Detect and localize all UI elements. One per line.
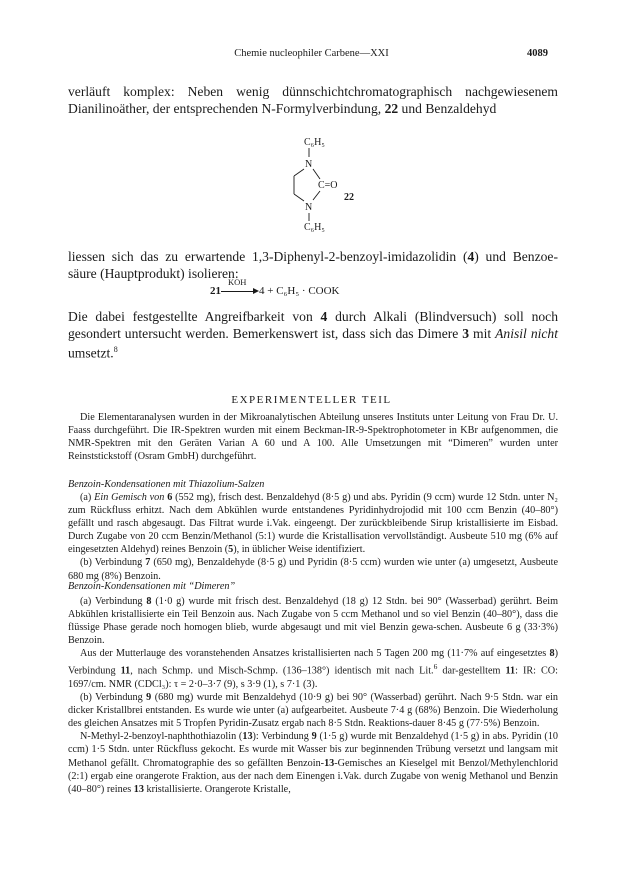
paragraph-isolation xyxy=(68,249,558,282)
thiazolium-b-text: (b) Verbindung xyxy=(80,557,146,569)
compound-ref-11: 11 xyxy=(120,665,131,677)
bond-ring-3 xyxy=(294,194,304,201)
dimeren-a4: ) Verbindung xyxy=(68,648,558,677)
compound-ref-3: 3 xyxy=(462,325,470,341)
page-number: 4089 xyxy=(527,48,548,59)
dimeren-c1: N-Methyl-2-benzoyl-naphthothiazolin ( xyxy=(80,731,243,743)
p3-text-c: mit xyxy=(469,325,496,341)
structure-n-top: N xyxy=(305,159,313,170)
compound-ref-9b: 9 xyxy=(311,731,317,743)
equation-left: 21 xyxy=(210,285,221,297)
thiazolium-a-italic: Ein Gemisch von xyxy=(94,492,168,503)
structure-bottom-phenyl: C₆H₅ xyxy=(304,222,325,232)
dimeren-c5: kristallisierte. Orangerote Kristalle, xyxy=(143,783,291,795)
dimeren-b xyxy=(68,691,558,730)
dimeren-b2: (680 mg) wurde mit Benzaldehyd (10·9 g) bei 90° (Wasserbad) gerührt. Nach 9·5 Stdn. war ein dicker Kristallbrei entstanden. Es wurde wie unter (a) aufgearbeitet. Ausbeute 7·4 g (68%) Benzoin. Die Wiederholung des gleichen Ansatzes mit 5 Tropfen Pyridin-Zusatz ergab nach 8·5 Stdn. Reaktions-dauer 8·45 g (77·5%) Benzoin. xyxy=(68,692,558,730)
intro-paragraph xyxy=(68,84,558,117)
dimeren-a3: Aus der Mutterlauge des voranstehenden Ansatzes kristallisierten nach 5 Tagen 200 mg (11·7% auf eingesetztes xyxy=(80,648,550,660)
dimeren-c3: (1·5 g) wurde mit Benzaldehyd (1·5 g) in abs. Pyridin (10 ccm) 1·5 Stdn. unter Rückfluss gekocht. Es wurde mit Wasser bis zur beginnenden Trübung versetzt und langsam mit Methanol gefällt. Chromatographie des so gefällten Benzoin- xyxy=(68,731,559,769)
dimeren-a xyxy=(68,595,558,647)
compound-ref-22: 22 xyxy=(384,100,399,116)
thiazolium-a-label: (a) xyxy=(80,492,95,503)
equation-right: 4 + C₆H₅ · COOK xyxy=(259,285,340,297)
compound-ref-5: 5 xyxy=(228,544,234,556)
compound-ref-13: 13 xyxy=(242,731,253,743)
thiazolium-a-text2: ), in üblicher Weise identifiziert. xyxy=(233,544,366,556)
p3-text-a: Die dabei festgestellte Angreifbarkeit von xyxy=(68,309,321,324)
bond-ring-5 xyxy=(313,191,320,200)
dimeren-c4: -Gemisches an Kieselgel mit Benzol/Methylenchlorid (2:1) ergab eine orangerote Fraktion, aus der nach dem Einengen i.Vak. durch Zugabe von wenig Methanol und Benzin (40–80°) reines xyxy=(68,757,558,795)
thiazolium-b-text2: (650 mg), Benzaldehyde (8·5 g) und Pyridin (8·5 ccm) wurden wie unter (a) umgesetzt, Ausbeute 680 mg (8%) Benzoin. xyxy=(68,557,558,582)
thiazolium-a xyxy=(68,491,558,556)
compound-ref-9: 9 xyxy=(146,692,152,704)
dimeren-heading: Benzoin-Kondensationen mit “Dimeren” xyxy=(68,581,236,592)
intro-text: verläuft komplex: Neben wenig dünnschichtchromatographisch nachgewiesenem Dianilinoäther, der entsprechenden N-Formylverbindung, xyxy=(68,84,558,116)
thiazolium-heading: Benzoin-Kondensationen mit Thiazolium-Salzen xyxy=(68,479,265,490)
dimeren-mother-liquor xyxy=(68,647,558,691)
p3-text-b: durch Alkali (Blindversuch) soll noch gesondert untersucht werden. Bemerkenswert ist, dass sich das Dimere xyxy=(68,309,558,341)
compound-ref-13b: 13 xyxy=(324,757,335,769)
reaction-arrow xyxy=(221,276,259,297)
experimental-intro xyxy=(68,411,558,463)
dimeren-c2: ): Verbindung xyxy=(252,731,312,743)
footnote-8: 8 xyxy=(113,345,118,355)
dimeren-section xyxy=(68,595,558,796)
dimeren-a5: , nach Schmp. und Misch-Schmp. (136–138°) identisch mit nach Lit. xyxy=(130,665,434,677)
paragraph-alkali xyxy=(68,309,558,362)
compound-ref-11b: 11 xyxy=(505,665,516,677)
equation-reagent: KOH xyxy=(228,276,247,287)
naphthothiazolin-paragraph xyxy=(68,730,558,795)
thiazolium-b xyxy=(68,556,558,582)
dimeren-b1: (b) Verbindung xyxy=(80,692,147,704)
structure-label: 22 xyxy=(344,192,354,203)
dimeren-a7: : IR: CO: 1697/cm. NMR (CDCl₃): τ = 2·0–3·7 (9), s 3·9 (1), s 7·1 (3). xyxy=(68,665,558,690)
thiazolium-a-text: (552 mg), frisch dest. Benzaldehyd (8·5 g) und abs. Pyridin (9 ccm) wurde 12 Stdn. unter N₂ zum Rückfluss erhitzt. Nach dem Abkühlen wurde entstandenes Pyridinhydrojodid mit 100 ccm Benzin (40–80°) gefällt und rasch abgesaugt. Das Filtrat wurde i.Vak. eingeengt. Der zurückbleibende Sirup kristallisierte im Eisbad. Durch Zugabe von 20 ccm Benzin/Methanol (5:1) wurde die Kristallisation vervollständigt. Ausbeute 510 mg (6% auf eingesetzten Aldehyd) reines Benzoin ( xyxy=(68,492,558,556)
p3-text-d: umsetzt. xyxy=(68,345,114,361)
structure-top-phenyl: C₆H₅ xyxy=(304,137,325,148)
dimeren-a6: dar-gestelltem xyxy=(437,665,506,677)
compound-ref-13c: 13 xyxy=(133,783,144,795)
compound-ref-8: 8 xyxy=(146,596,152,607)
intro-text-end: und Benzaldehyd xyxy=(398,100,497,116)
bond-ring-4 xyxy=(313,169,320,179)
footnote-6: 6 xyxy=(433,662,438,672)
compound-ref-4: 4 xyxy=(467,249,475,264)
experimental-intro-text: Die Elementaranalysen wurden in der Mikroanalytischen Abteilung unseres Instituts unter Leitung von Frau Dr. U. Faass durchgeführt. Die IR-Spektren wurden mit einem Beckman-IR-9-Spektrophotometer in KBr aufgenommen, die NMR-Spektren mit den Geräten Varian A 60 und A 100. Alle Umsetzungen mit “Dimeren” wurden unter Reinststickstoff (Osram GmbH) durchgeführt. xyxy=(68,412,558,463)
experimental-heading: EXPERIMENTELLER TEIL xyxy=(231,394,392,406)
dimeren-a2: (1·0 g) wurde mit frisch dest. Benzaldehyd (18 g) 12 Stdn. bei 90° (Wasserbad) gerührt. Beim Abkühlen kristallisierte ein Teil Benzoin aus. Nach Zugabe von 5 ccm Methanol und so viel Benzin (40–80°), dass die flüssige Phase gerade noch homogen blieb, wurde abgesaugt und mit viel Benzin gewa-schen. Ausbeute 6 g (33·3%) Benzoin. xyxy=(68,596,558,647)
anisil-word: Anisil xyxy=(495,325,527,341)
bond-ring-1 xyxy=(294,169,304,176)
dimeren-a1: (a) Verbindung xyxy=(80,596,147,607)
compound-ref-6: 6 xyxy=(167,492,173,503)
structure-carbonyl: C=O xyxy=(318,180,338,191)
imidazolidinone-structure xyxy=(246,136,386,232)
compound-ref-7: 7 xyxy=(145,557,151,569)
p2-text-a: liessen sich das zu erwartende 1,3-Diphenyl-2-benzoyl-imidazolidin ( xyxy=(68,249,468,264)
nicht-word: nicht xyxy=(530,325,558,341)
running-header-title: Chemie nucleophiler Carbene—XXI xyxy=(234,48,389,59)
p2-text-b: ) und Benzoe-säure (Hauptprodukt) isolieren: xyxy=(68,249,558,281)
structure-n-bottom: N xyxy=(305,202,313,213)
thiazolium-section xyxy=(68,491,558,583)
compound-ref-4b: 4 xyxy=(320,309,328,324)
compound-ref-8b: 8 xyxy=(549,648,555,660)
reaction-equation xyxy=(210,276,340,297)
